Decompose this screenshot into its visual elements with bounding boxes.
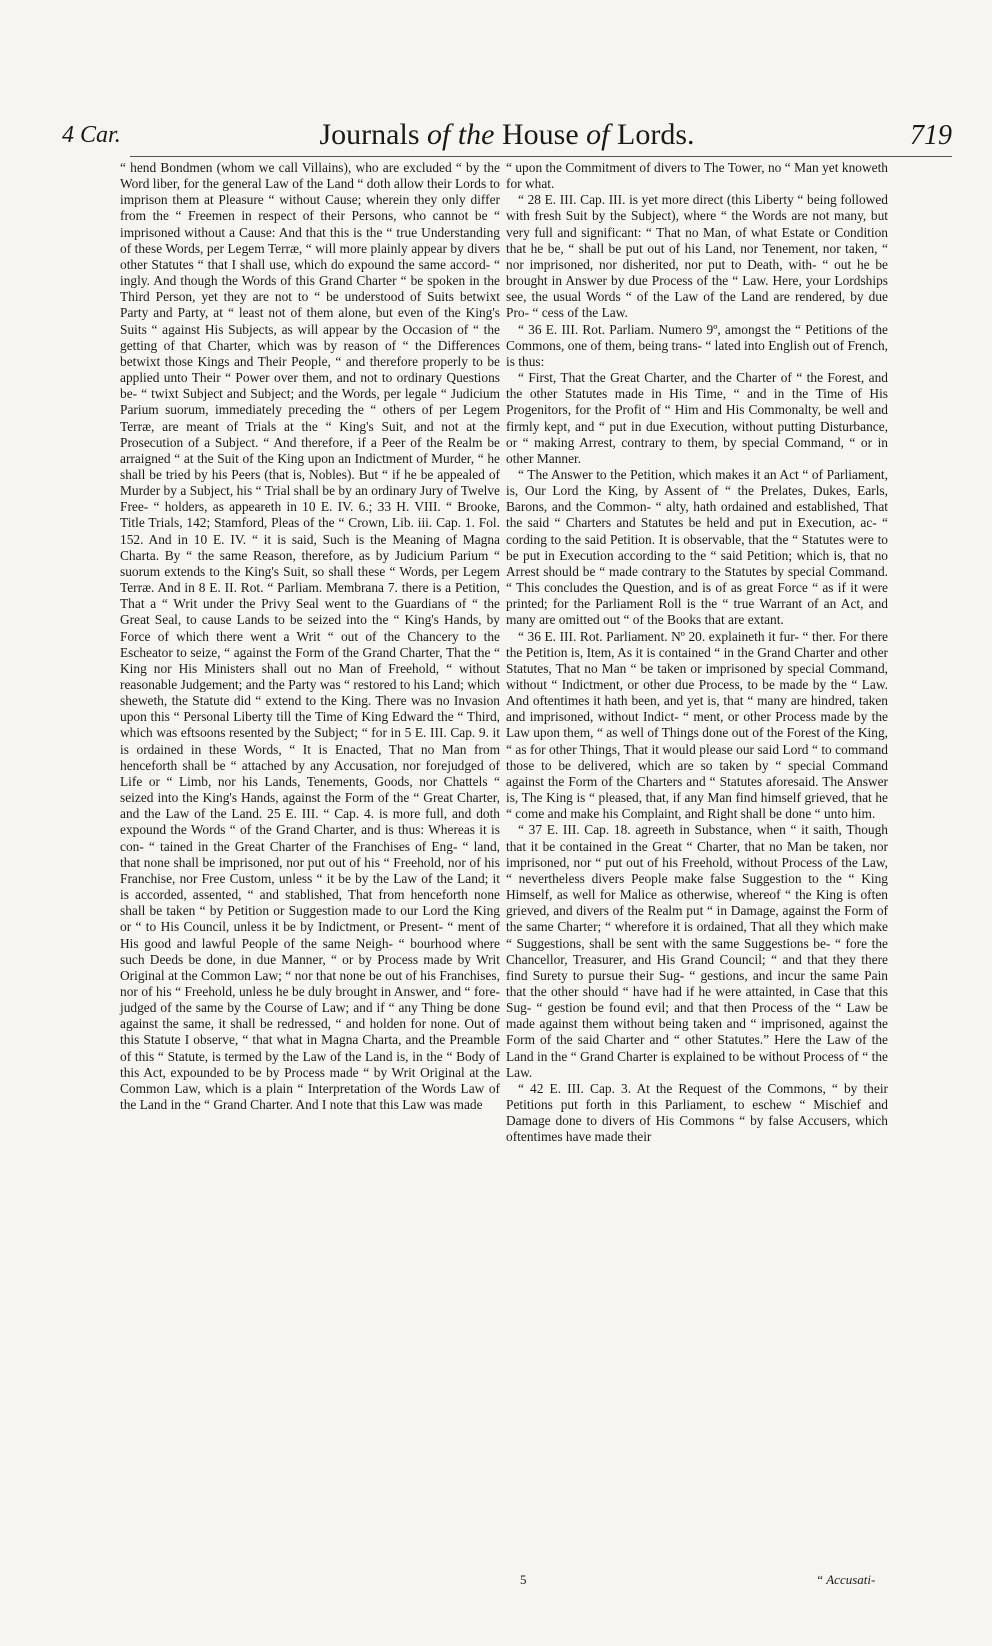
catchword: “ Accusati- bbox=[816, 1572, 876, 1587]
page-number: 719 bbox=[910, 120, 952, 151]
right-column bbox=[506, 160, 888, 1146]
paragraph: “ hend Bondmen (whom we call Villains), who are excluded “ by the Word liber, for the general Law of the Land “ doth allow their Lords to imprison them at Pleasure “ without Cause; wherein they only differ from the “ Freemen in respect of their Persons, who cannot be “ imprisoned without a Cause: And that this is the “ true Understanding of these Words, per Legem Terræ, “ will more plainly appear by divers other Statutes “ that I shall use, which do expound the same accord- “ ingly. And though the Words of this Grand Charter “ be spoken in the Third Person, yet they are not to “ be understood of Suits betwixt Party and Party, at “ least not of them alone, but even of the King's Suits “ against His Subjects, as will appear by the Occasion of “ the getting of that Charter, which was by reason of “ the Differences betwixt those Kings and Their People, “ and therefore properly to be applied unto Their “ Power over them, and not to ordinary Questions be- “ twixt Subject and Subject; and the Words, per legale “ Judicium Parium suorum, immediately preceding the “ others of per Legem Terræ, are meant of Trials at the “ King's Suit, and not at the Prosecution of a Subject. “ And therefore, if a Peer of the Realm be arraigned “ at the Suit of the King upon an Indictment of Murder, “ he shall be tried by his Peers (that is, Nobles). But “ if he be appealed of Murder by a Subject, his “ Trial shall be by an ordinary Jury of Twelve Free- “ holders, as appeareth in 10 E. IV. 6.; 33 H. VIII. “ Brooke, Title Trials, 142; Stamford, Pleas of the “ Crown, Lib. iii. Cap. 1. Fol. 152. And in 10 E. IV. “ it is said, Such is the Meaning of Magna Charta. By “ the same Reason, therefore, as by Judicium Parium “ suorum extends to the King's Suit, so shall these “ Words, per Legem Terræ. And in 8 E. II. Rot. “ Parliam. Membrana 7. there is a Petition, That a “ Writ under the Privy Seal went to the Guardians of “ the Great Seal, to cause Lands to be seized into the “ King's Hands, by Force of which there went a Writ “ out of the Chancery to the Escheator to seize, “ against the Form of the Grand Charter, That the “ King nor His Ministers shall out no Man of Freehold, “ without reasonable Judgement; and the Party was “ restored to his Land; which sheweth, the Statute did “ extend to the King. There was no Invasion upon this “ Personal Liberty till the Time of King Edward the “ Third, which was eftsoons resented by the Subject; “ for in 5 E. III. Cap. 9. it is ordained in these Words, “ It is Enacted, That no Man from henceforth shall be “ attached by any Accusation, nor forejudged of Life or “ Limb, nor his Lands, Tenements, Goods, nor Chattels “ seized into the King's Hands, against the Form of the “ Great Charter, and the Law of the Land. 25 E. III. “ Cap. 4. is more full, and doth expound the Words “ of the Grand Charter, and is thus: Whereas it is con- “ tained in the Great Charter of the Franchises of Eng- “ land, that none shall be imprisoned, nor put out of his “ Freehold, nor of his Franchise, nor Free Custom, unless “ it be by the Law of the Land; it is accorded, assented, “ and stablished, That from henceforth none shall be taken “ by Petition or Suggestion made to our Lord the King or “ to His Council, unless it be by Indictment, or Present- “ ment of His good and lawful People of the same Neigh- “ bourhood where such Deeds be done, in due Manner, “ or by Process made by Writ Original at the Common Law; “ nor that none be out of his Franchises, nor of his “ Freehold, unless he be duly brought in Answer, and “ fore-judged of the same by the Course of Law; and if “ any Thing be done against the same, it shall be redressed, “ and holden for none. Out of this Statute I observe, “ that what in Magna Charta, and the Preamble of this “ Statute, is termed by the Law of the Land is, in the “ Body of this Act, expounded to be by Process made “ by Writ Original at the Common Law, which is a plain “ Interpretation of the Words Law of the Land in the “ Grand Charter. And I note that this Law was made bbox=[120, 160, 500, 1113]
paragraph: “ 42 E. III. Cap. 3. At the Request of the Commons, “ by their Petitions put forth in this Parliament, to eschew “ Mischief and Damage done to divers of His Commons “ by false Accusers, which oftentimes have made their bbox=[506, 1080, 888, 1145]
paragraph: “ 36 E. III. Rot. Parliam. Numero 9º, amongst the “ Petitions of the Commons, one of them, being trans- “ lated into English out of French, is thus: bbox=[506, 321, 888, 369]
paragraph: “ First, That the Great Charter, and the Charter of “ the Forest, and the other Statutes made in His Time, “ and in the Time of His Progenitors, for the Profit of “ Him and His Commonalty, be well and firmly kept, and “ put in due Execution, without putting Disturbance, or “ making Arrest, contrary to them, by special Command, “ or in other Manner. bbox=[506, 370, 888, 466]
left-column bbox=[120, 160, 500, 1113]
signature-mark: 5 bbox=[520, 1572, 527, 1587]
header-rule bbox=[130, 156, 952, 157]
paragraph: “ The Answer to the Petition, which makes it an Act “ of Parliament, is, Our Lord the King, by Assent of “ the Prelates, Dukes, Earls, Barons, and the Common- “ alty, hath ordained and established, That the said “ Charters and Statutes be held and put in Execution, ac- “ cording to the said Petition. It is observable, that the “ Statutes were to be put in Execution according to the “ said Petition; which is, that no Arrest should be “ made contrary to the Statutes by special Command. “ This concludes the Question, and is of as great Force “ as if it were printed; for the Parliament Roll is the “ true Warrant of an Act, and many are omitted out “ of the Books that are extant. bbox=[506, 466, 888, 628]
paragraph: “ 36 E. III. Rot. Parliament. Nº 20. explaineth it fur- “ ther. For there the Petition is, Item, As it is contained “ in the Grand Charter and other Statutes, That no Man “ be taken or imprisoned by special Command, without “ Indictment, or other due Process, to be made by the “ Law. And oftentimes it hath been, and yet is, that “ many are hindred, taken and imprisoned, without Indict- “ ment, or other Process made by the Law upon them, “ as well of Things done out of the Forest of the King, “ as for other Things, That it would please our said Lord “ to command those to be delivered, which are so taken by “ special Command against the Form of the Charters and “ Statutes aforesaid. The Answer is, The King is “ pleased, that, if any Man find himself grieved, that he “ come and make his Complaint, and Right shall be done “ unto him. bbox=[506, 628, 888, 822]
page-header bbox=[62, 118, 952, 158]
paragraph: “ 28 E. III. Cap. III. is yet more direct (this Liberty “ being followed with fresh Suit by the Subject), where “ the Words are not many, but very full and significant: “ That no Man, of what Estate or Condition that he be, “ shall be put out of his Land, nor Tenement, nor taken, “ nor imprisoned, nor disherited, nor put to Death, with- “ out he be brought in Answer by due Process of the “ Law. Here, your Lordships see, the usual Words “ of the Law of the Land are rendered, by due Pro- “ cess of the Law. bbox=[506, 192, 888, 321]
running-title: Journals of the House of Lords. bbox=[319, 118, 695, 151]
paragraph: “ upon the Commitment of divers to The Tower, no “ Man yet knoweth for what. bbox=[506, 160, 888, 192]
regnal-year: 4 Car. bbox=[62, 122, 121, 148]
paragraph: “ 37 E. III. Cap. 18. agreeth in Substance, when “ it saith, Though that it be contained in the Great “ Charter, that no Man be taken, nor imprisoned, nor “ put out of his Freehold, without Process of the Law, “ nevertheless divers People make false Suggestion to the “ King Himself, as well for Malice as otherwise, whereof “ the King is often grieved, and divers of the Realm put “ in Damage, against the Form of the same Charter; “ wherefore it is ordained, That all they which make “ Suggestions, shall be sent with the same Suggestions be- “ fore the Chancellor, Treasurer, and His Grand Council; “ and that they there find Surety to pursue their Sug- “ gestions, and incur the same Pain that the other should “ have had if he were attainted, in Case that this Sug- “ gestion be found evil; and that then Process of the “ Law be made against them without being taken and “ imprisoned, against the Form of the said Charter and “ other Statutes.” Here the Law of the Land in the “ Grand Charter is explained to be without Process of “ the Law. bbox=[506, 822, 888, 1080]
